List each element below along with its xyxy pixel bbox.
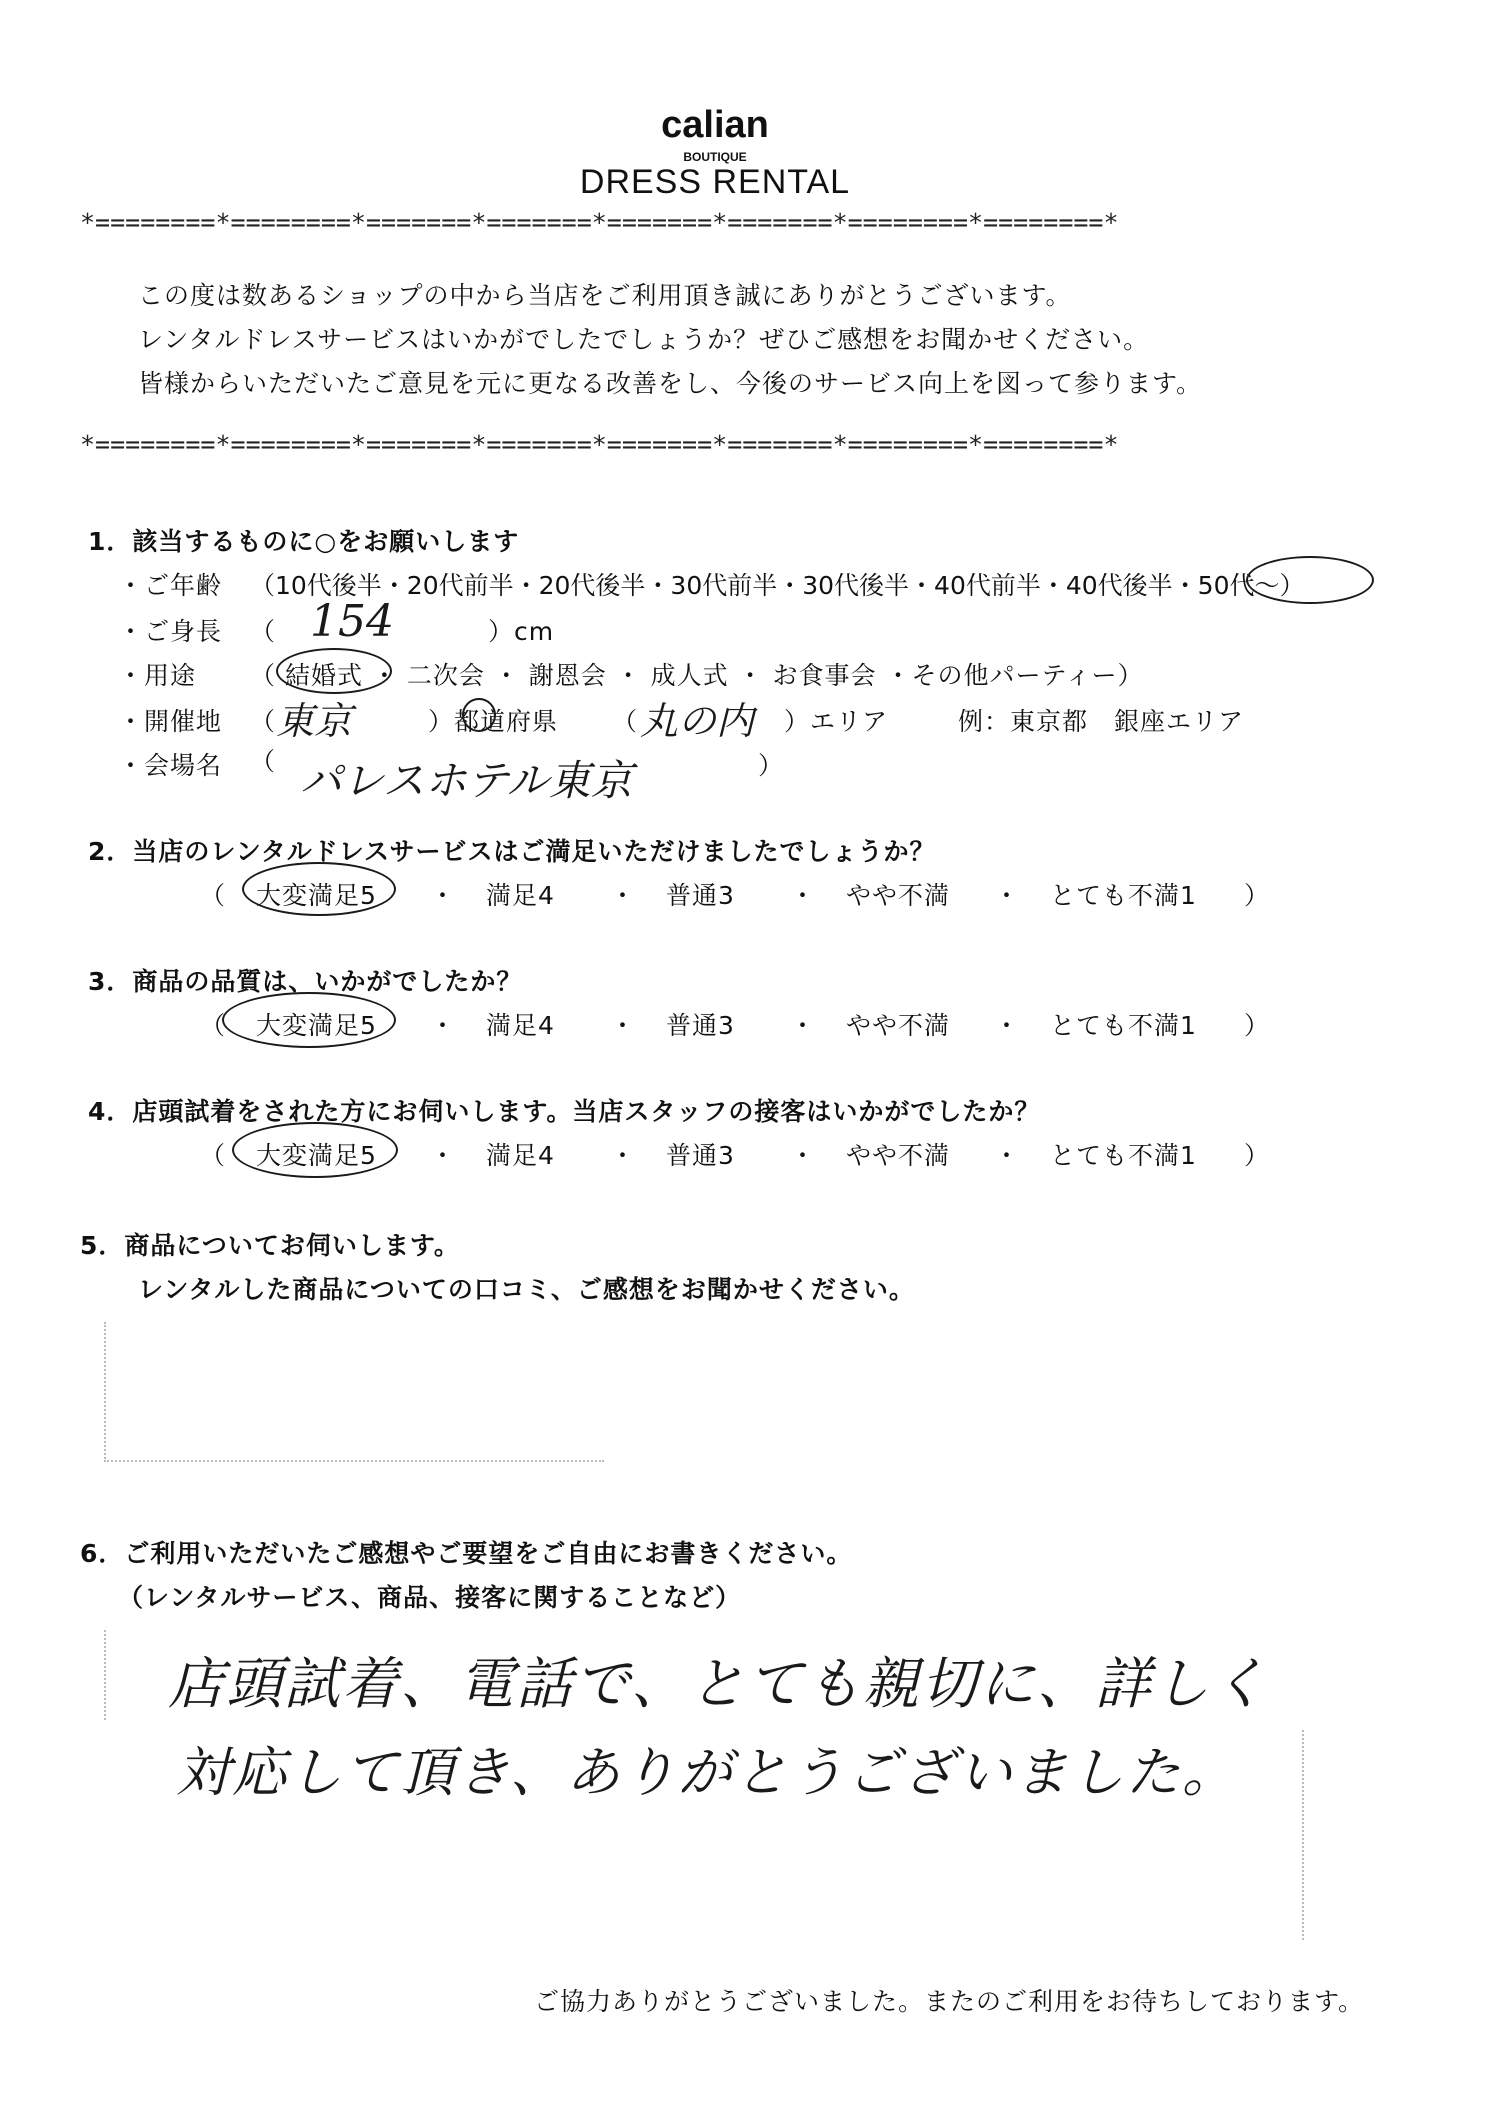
hall-close: ） bbox=[758, 751, 785, 780]
q6-answer-line-1: 店頭試着、電話で、とても親切に、詳しく bbox=[168, 1652, 1269, 1717]
scale-sep: ・ bbox=[610, 1141, 637, 1170]
divider-top: *========*========*=======*=======*=======*=======*========*========* bbox=[80, 208, 1119, 237]
q4-title: 4．店頭試着をされた方にお伺いします。当店スタッフの接客はいかがでしたか？ bbox=[88, 1097, 1041, 1126]
hall-open: （ bbox=[250, 747, 277, 776]
scale-sep: ・ bbox=[610, 881, 637, 910]
venue-label: ・開催地 bbox=[118, 707, 223, 736]
venue-prefecture-value: 東京 bbox=[276, 699, 353, 743]
scale-sep: ・ bbox=[790, 1011, 817, 1040]
height-label: ・ご身長 bbox=[118, 617, 223, 646]
scale-sep: ・ bbox=[430, 881, 457, 910]
scale-opt-5: 大変満足5 bbox=[256, 1011, 377, 1040]
prefecture-mark-circle bbox=[462, 698, 496, 732]
scale-close: ） bbox=[1244, 1011, 1271, 1040]
scale-sep: ・ bbox=[610, 1011, 637, 1040]
divider-bottom: *========*========*=======*=======*=======*=======*========*========* bbox=[80, 430, 1119, 459]
brand-sub: BOUTIQUE bbox=[683, 150, 747, 164]
scale-sep: ・ bbox=[790, 1141, 817, 1170]
hall-label: ・会場名 bbox=[118, 751, 223, 780]
q5-title: 5．商品についてお伺いします。 bbox=[80, 1231, 460, 1260]
scale-opt-2: やや不満 bbox=[846, 1141, 951, 1170]
age-label: ・ご年齢 bbox=[118, 571, 223, 600]
scale-opt-2: やや不満 bbox=[846, 1011, 951, 1040]
venue-prefecture-suffix: ）都道府県 bbox=[428, 707, 559, 736]
venue-area-open: （ bbox=[612, 707, 639, 736]
brand-logo: calian bbox=[661, 104, 769, 146]
purpose-label: ・用途 bbox=[118, 661, 197, 690]
q5-answer-box-left bbox=[104, 1322, 106, 1462]
q3-selection-circle bbox=[222, 992, 396, 1048]
q3-title: 3．商品の品質は、いかがでしたか？ bbox=[88, 967, 523, 996]
height-value: 154 bbox=[310, 596, 394, 647]
footer-message: ご協力ありがとうございました。またのご利用をお待ちしております。 bbox=[534, 1987, 1365, 2016]
scale-sep: ・ bbox=[430, 1011, 457, 1040]
scale-opt-1: とても不満1 bbox=[1050, 1011, 1197, 1040]
q6-title: 6．ご利用いただいたご感想やご要望をご自由にお書きください。 bbox=[80, 1539, 853, 1568]
scale-opt-3: 普通3 bbox=[666, 1141, 735, 1170]
q6-answer-box-right bbox=[1302, 1730, 1304, 1940]
scale-sep: ・ bbox=[994, 881, 1021, 910]
scale-opt-5: 大変満足5 bbox=[256, 1141, 377, 1170]
intro-line-3: 皆様からいただいたご意見を元に更なる改善をし、今後のサービス向上を図って参ります。 bbox=[138, 369, 1203, 398]
q6-answer-line-2: 対応して頂き、ありがとうございました。 bbox=[176, 1741, 1238, 1804]
hall-value: パレスホテル東京 bbox=[300, 756, 633, 805]
scale-sep: ・ bbox=[790, 881, 817, 910]
q4-scale bbox=[0, 1136, 1500, 1176]
scale-opt-4: 満足4 bbox=[486, 1141, 555, 1170]
scale-sep: ・ bbox=[994, 1141, 1021, 1170]
q6-subtitle: （レンタルサービス、商品、接客に関することなど） bbox=[118, 1583, 742, 1612]
purpose-selection-circle bbox=[276, 648, 392, 694]
page-title: DRESS RENTAL bbox=[579, 163, 851, 201]
scale-opt-3: 普通3 bbox=[666, 1011, 735, 1040]
q1-title: 1．該当するものに○をお願いします bbox=[88, 527, 520, 556]
scale-sep: ・ bbox=[994, 1011, 1021, 1040]
scale-opt-4: 満足4 bbox=[486, 1011, 555, 1040]
height-unit: ）cm bbox=[488, 617, 555, 646]
scale-open: （ bbox=[200, 881, 227, 910]
scale-close: ） bbox=[1244, 881, 1271, 910]
age-options: （10代後半・20代前半・20代後半・30代前半・30代後半・40代前半・40代後半・50代～） bbox=[250, 571, 1305, 600]
q2-scale bbox=[0, 876, 1500, 916]
q4-selection-circle bbox=[232, 1122, 398, 1178]
purpose-options: （ 結婚式 ・ 二次会 ・ 謝恩会 ・ 成人式 ・ お食事会 ・その他パーティー） bbox=[250, 661, 1144, 690]
scale-opt-3: 普通3 bbox=[666, 881, 735, 910]
q2-title: 2．当店のレンタルドレスサービスはご満足いただけましたでしょうか？ bbox=[88, 837, 936, 866]
scale-opt-4: 満足4 bbox=[486, 881, 555, 910]
q2-selection-circle bbox=[242, 862, 396, 916]
intro-line-1: この度は数あるショップの中から当店をご利用頂き誠にありがとうございます。 bbox=[138, 281, 1072, 310]
intro-line-2: レンタルドレスサービスはいかがでしたでしょうか？ぜひご感想をお聞かせください。 bbox=[138, 325, 1150, 354]
scale-opt-2: やや不満 bbox=[846, 881, 951, 910]
q5-subtitle: レンタルした商品についての口コミ、ご感想をお聞かせください。 bbox=[138, 1275, 915, 1304]
scale-opt-1: とても不満1 bbox=[1050, 881, 1197, 910]
scale-open: （ bbox=[200, 1141, 227, 1170]
scale-opt-5: 大変満足5 bbox=[256, 881, 377, 910]
venue-area-value: 丸の内 bbox=[640, 699, 755, 743]
venue-example: 例：東京都 銀座エリア bbox=[958, 707, 1245, 736]
scale-sep: ・ bbox=[430, 1141, 457, 1170]
venue-area-suffix: ）エリア bbox=[784, 707, 889, 736]
q6-answer-box-left bbox=[104, 1630, 106, 1720]
q5-answer-box-bottom bbox=[104, 1460, 604, 1462]
scale-close: ） bbox=[1244, 1141, 1271, 1170]
scale-open: （ bbox=[200, 1011, 227, 1040]
scale-opt-1: とても不満1 bbox=[1050, 1141, 1197, 1170]
age-selection-circle bbox=[1246, 556, 1374, 604]
height-open: （ bbox=[250, 617, 277, 646]
venue-open: （ bbox=[250, 707, 277, 736]
